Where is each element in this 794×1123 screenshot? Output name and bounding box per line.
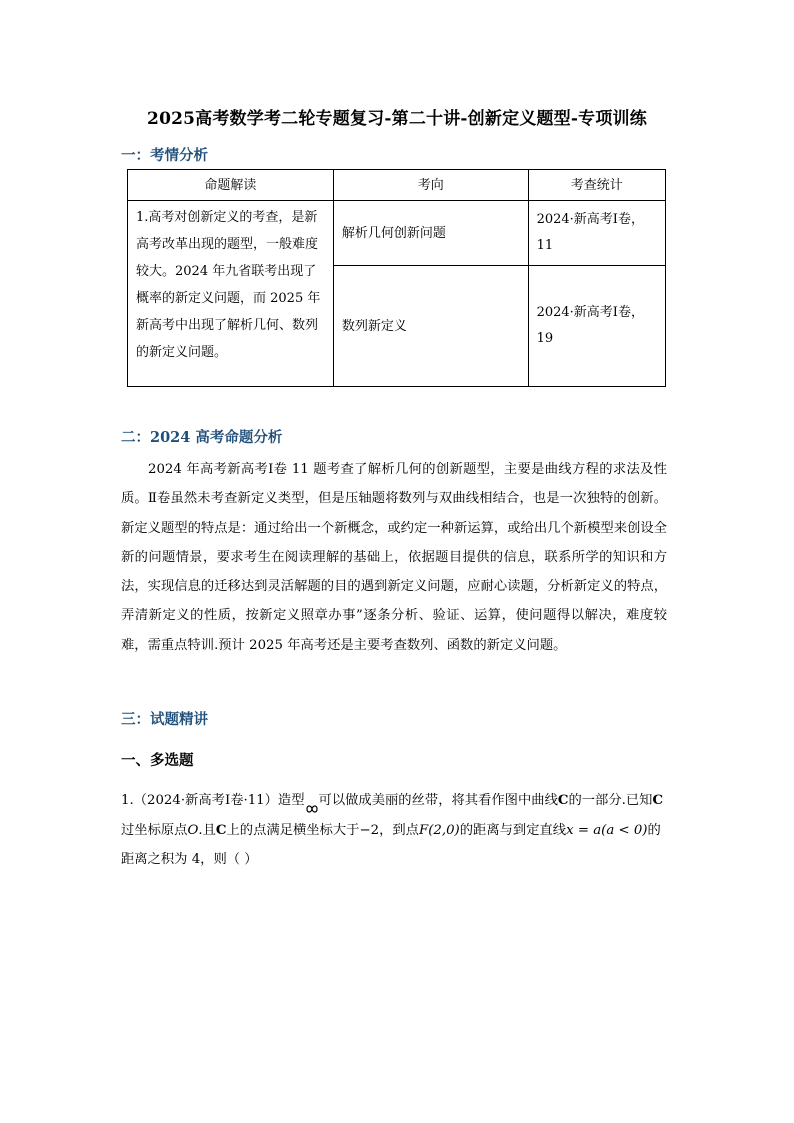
question-text-segment: 的距离与到定直线 bbox=[459, 822, 567, 838]
table-header-cell: 考向 bbox=[333, 170, 528, 201]
table-header-cell: 命题解读 bbox=[128, 170, 334, 201]
exam-analysis-table bbox=[127, 169, 666, 387]
question-text-segment: 的一部分.已知 bbox=[568, 793, 653, 808]
table-cell-interpretation: 1.高考对创新定义的考查，是新高考改革出现的题型，一般难度较大。2024 年九省联考出现了概率的新定义问题，而 2025 年新高考中出现了解析几何、数列的新定义问题。 bbox=[128, 201, 334, 387]
page-title: 2025高考数学考二轮专题复习-第二十讲-创新定义题型-专项训练 bbox=[147, 109, 647, 129]
question-text-segment: 可以做成美丽的丝带，将其看作图中曲线 bbox=[318, 793, 558, 808]
table-cell-direction: 解析几何创新问题 bbox=[333, 201, 528, 266]
math-symbol: C bbox=[652, 793, 664, 808]
subsection-heading-multi-choice: 一、多选题 bbox=[121, 752, 194, 769]
question-text-segment: ，到点 bbox=[379, 822, 419, 838]
question-1 bbox=[121, 786, 667, 875]
analysis-paragraph bbox=[121, 455, 667, 660]
table-cell-stat: 2024·新高考Ⅰ卷，11 bbox=[528, 201, 665, 266]
math-symbol: C bbox=[557, 793, 569, 808]
math-expression: x = a(a < 0) bbox=[566, 822, 648, 838]
question-text-segment: 的距离之积为 4，则（ ） bbox=[121, 822, 661, 867]
table-row bbox=[128, 201, 666, 266]
question-text-segment: 1.（2024·新高考Ⅰ卷·11）造型 bbox=[121, 793, 305, 808]
math-symbol: O bbox=[187, 822, 199, 838]
question-1-text bbox=[121, 786, 667, 875]
math-expression: −2 bbox=[359, 822, 380, 838]
math-expression: F(2,0) bbox=[418, 822, 460, 838]
table-cell-stat: 2024·新高考Ⅰ卷，19 bbox=[528, 266, 665, 387]
section-heading-proposition: 二：2024 高考命题分析 bbox=[121, 429, 283, 446]
question-text-segment: 上的点满足横坐标大于 bbox=[226, 822, 360, 838]
section-heading-examples: 三：试题精讲 bbox=[121, 711, 208, 728]
section-heading-analysis: 一：考情分析 bbox=[121, 147, 208, 164]
analysis-text: 2024 年高考新高考Ⅰ卷 11 题考查了解析几何的创新题型，主要是曲线方程的求法及性质。Ⅱ卷虽然未考查新定义类型，但是压轴题将数列与双曲线相结合，也是一次独特的创新。新定义题型的特点是：通过给出一个新概念，或约定一种新运算，或给出几个新模型来创设全新的问题情景，要求考生在阅读理解的基础上，依据题目提供的信息，联系所学的知识和方法，实现信息的迁移达到灵活解题的目的遇到新定义问题，应耐心读题，分析新定义的特点，弄清新定义的性质，按新定义照章办事”逐条分析、验证、运算，使问题得以解决，难度较难，需重点特训.预计 2025 年高考还是主要考查数列、函数的新定义问题。 bbox=[121, 462, 667, 653]
table-header-cell: 考查统计 bbox=[528, 170, 665, 201]
question-text-segment: .且 bbox=[198, 822, 216, 838]
ribbon-curve-icon bbox=[305, 796, 319, 806]
table-header-row bbox=[128, 170, 666, 201]
question-text-segment: 过坐标原点 bbox=[121, 822, 188, 838]
math-symbol: C bbox=[215, 822, 227, 838]
table-cell-direction: 数列新定义 bbox=[333, 266, 528, 387]
